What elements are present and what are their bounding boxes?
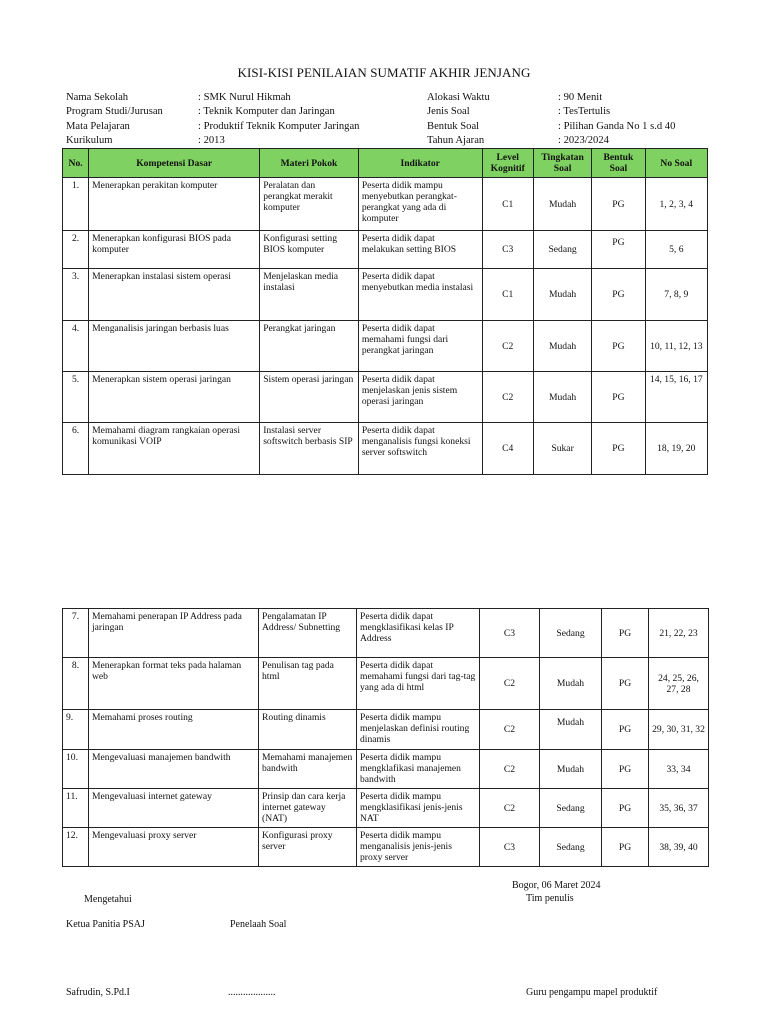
cell-bentuk: PG	[602, 609, 649, 658]
cell-no: 3.	[63, 269, 89, 321]
cell-no-soal: 10, 11, 12, 13	[645, 321, 707, 372]
cell-materi: Pengalamatan IP Address/ Subnetting	[259, 609, 357, 658]
header-kompetensi-dasar: Kompetensi Dasar	[89, 149, 260, 178]
page-title: KISI-KISI PENILAIAN SUMATIF AKHIR JENJANG	[237, 65, 531, 80]
cell-bentuk: PG	[602, 658, 649, 710]
header-level-kognitif: Level Kognitif	[482, 149, 533, 178]
cell-kompetensi: Mengevaluasi proxy server	[89, 828, 259, 867]
cell-tingkatan: Mudah	[540, 658, 602, 710]
cell-no-soal: 18, 19, 20	[645, 423, 707, 475]
cell-tingkatan: Mudah	[533, 321, 591, 372]
cell-no: 5.	[63, 372, 89, 423]
cell-indikator: Peserta didik dapat mengklasifikasi kelas IP Address	[357, 609, 480, 658]
meta-value: : SMK Nurul Hikmah	[198, 92, 291, 103]
meta-value: : Pilihan Ganda No 1 s.d 40	[558, 120, 676, 132]
penelaah-soal-name: ...................	[228, 987, 276, 998]
cell-materi: Instalasi server softswitch berbasis SIP	[260, 423, 359, 475]
meta-value: : 90 Menit	[558, 92, 603, 103]
table-row	[63, 269, 708, 321]
penelaah-soal-label: Penelaah Soal	[230, 919, 287, 930]
meta-label: Nama Sekolah	[66, 92, 129, 103]
table-row	[63, 750, 709, 789]
cell-tingkatan: Sedang	[540, 789, 602, 828]
cell-no: 6.	[63, 423, 89, 475]
cell-no: 11.	[63, 789, 89, 828]
cell-no-soal: 29, 30, 31, 32	[649, 710, 709, 750]
cell-no: 1.	[63, 178, 89, 231]
cell-level: C2	[480, 658, 540, 710]
header-tingkatan-soal: Tingkatan Soal	[533, 149, 591, 178]
meta-label: Mata Pelajaran	[66, 120, 130, 132]
meta-label: Tahun Ajaran	[427, 134, 485, 146]
kisi-table-part-2	[62, 608, 709, 867]
header-no: No.	[63, 149, 89, 178]
cell-no: 12.	[63, 828, 89, 867]
cell-bentuk: PG	[592, 321, 645, 372]
guru-pengampu-name: Guru pengampu mapel produktif	[526, 987, 658, 998]
cell-no-soal: 38, 39, 40	[649, 828, 709, 867]
meta-label: Program Studi/Jurusan	[66, 106, 163, 118]
cell-no-soal: 24, 25, 26, 27, 28	[649, 658, 709, 710]
cell-materi: Konfigurasi proxy server	[259, 828, 357, 867]
cell-materi: Routing dinamis	[259, 710, 357, 750]
header-no-soal: No Soal	[645, 149, 707, 178]
table-row	[63, 423, 708, 475]
meta-label: Bentuk Soal	[427, 120, 480, 132]
cell-bentuk: PG	[602, 828, 649, 867]
cell-materi: Memahami manajemen bandwith	[259, 750, 357, 789]
cell-no: 7.	[63, 609, 89, 658]
cell-level: C2	[480, 750, 540, 789]
table-row	[63, 658, 709, 710]
cell-no-soal: 21, 22, 23	[649, 609, 709, 658]
cell-no-soal: 33, 34	[649, 750, 709, 789]
cell-indikator: Peserta didik dapat menjelaskan jenis sistem operasi jaringan	[358, 372, 482, 423]
cell-indikator: Peserta didik mampu menyebutkan perangkat-perangkat yang ada di komputer	[358, 178, 482, 231]
cell-tingkatan: Mudah	[540, 710, 602, 750]
meta-value: : 2013	[198, 134, 225, 146]
cell-no-soal: 5, 6	[645, 231, 707, 269]
cell-no: 10.	[63, 750, 89, 789]
cell-bentuk: PG	[592, 231, 645, 269]
cell-bentuk: PG	[602, 750, 649, 789]
place-date: Bogor, 06 Maret 2024	[512, 880, 601, 891]
cell-level: C2	[480, 789, 540, 828]
table-row	[63, 828, 709, 867]
cell-materi: Penulisan tag pada html	[259, 658, 357, 710]
cell-kompetensi: Mengevaluasi internet gateway	[89, 789, 259, 828]
meta-label: Kurikulum	[66, 134, 113, 146]
table-row	[63, 609, 709, 658]
cell-bentuk: PG	[592, 269, 645, 321]
cell-level: C2	[482, 372, 533, 423]
cell-indikator: Peserta didik dapat memahami fungsi dari perangkat jaringan	[358, 321, 482, 372]
cell-no-soal: 7, 8, 9	[645, 269, 707, 321]
cell-tingkatan: Sedang	[540, 609, 602, 658]
cell-bentuk: PG	[602, 789, 649, 828]
cell-bentuk: PG	[602, 710, 649, 750]
mengetahui-label: Mengetahui	[84, 894, 132, 905]
cell-level: C4	[482, 423, 533, 475]
table-header-row	[63, 149, 708, 178]
table-row	[63, 789, 709, 828]
cell-kompetensi: Menerapkan perakitan komputer	[89, 178, 260, 231]
table-row	[63, 372, 708, 423]
cell-indikator: Peserta didik dapat melakukan setting BIOS	[358, 231, 482, 269]
cell-kompetensi: Menerapkan konfigurasi BIOS pada komputer	[89, 231, 260, 269]
meta-right	[427, 91, 718, 148]
cell-materi: Sistem operasi jaringan	[260, 372, 359, 423]
table-row	[63, 710, 709, 750]
meta-value: : TesTertulis	[558, 106, 611, 118]
cell-level: C2	[480, 710, 540, 750]
cell-level: C1	[482, 269, 533, 321]
cell-tingkatan: Mudah	[540, 750, 602, 789]
cell-level: C1	[482, 178, 533, 231]
cell-kompetensi: Memahami proses routing	[89, 710, 259, 750]
cell-materi: Peralatan dan perangkat merakit komputer	[260, 178, 359, 231]
cell-level: C3	[482, 231, 533, 269]
meta-value: : Teknik Komputer dan Jaringan	[198, 106, 335, 118]
cell-level: C3	[480, 828, 540, 867]
cell-indikator: Peserta didik mampu mengklafikasi manajemen bandwith	[357, 750, 480, 789]
cell-tingkatan: Sedang	[540, 828, 602, 867]
table-row	[63, 321, 708, 372]
header-indikator: Indikator	[358, 149, 482, 178]
cell-kompetensi: Mengevaluasi manajemen bandwith	[89, 750, 259, 789]
cell-tingkatan: Mudah	[533, 372, 591, 423]
cell-level: C3	[480, 609, 540, 658]
cell-no: 8.	[63, 658, 89, 710]
meta-label: Jenis Soal	[427, 106, 470, 118]
cell-level: C2	[482, 321, 533, 372]
meta-value: : 2023/2024	[558, 134, 609, 146]
cell-no-soal: 1, 2, 3, 4	[645, 178, 707, 231]
cell-indikator: Peserta didik mampu menjelaskan definisi routing dinamis	[357, 710, 480, 750]
cell-materi: Perangkat jaringan	[260, 321, 359, 372]
kisi-table-part-1	[62, 148, 708, 475]
cell-kompetensi: Menerapkan instalasi sistem operasi	[89, 269, 260, 321]
cell-materi: Konfigurasi setting BIOS komputer	[260, 231, 359, 269]
cell-indikator: Peserta didik mampu menganalisis jenis-jenis proxy server	[357, 828, 480, 867]
cell-indikator: Peserta didik dapat menganalisis fungsi koneksi server softswitch	[358, 423, 482, 475]
meta-label: Alokasi Waktu	[427, 92, 490, 103]
cell-bentuk: PG	[592, 372, 645, 423]
cell-indikator: Peserta didik mampu mengklasifikasi jenis-jenis NAT	[357, 789, 480, 828]
ketua-panitia-label: Ketua Panitia PSAJ	[66, 919, 145, 930]
cell-tingkatan: Sukar	[533, 423, 591, 475]
cell-no: 4.	[63, 321, 89, 372]
cell-no: 2.	[63, 231, 89, 269]
header-materi-pokok: Materi Pokok	[260, 149, 359, 178]
cell-tingkatan: Mudah	[533, 269, 591, 321]
cell-no-soal: 14, 15, 16, 17	[645, 372, 707, 423]
header-bentuk-soal: Bentuk Soal	[592, 149, 645, 178]
ketua-panitia-name: Safrudin, S.Pd.I	[66, 987, 130, 998]
cell-kompetensi: Menerapkan sistem operasi jaringan	[89, 372, 260, 423]
table-row	[63, 178, 708, 231]
tim-penulis: Tim penulis	[526, 893, 574, 904]
cell-tingkatan: Sedang	[533, 231, 591, 269]
cell-materi: Prinsip dan cara kerja internet gateway (NAT)	[259, 789, 357, 828]
cell-bentuk: PG	[592, 178, 645, 231]
cell-no-soal: 35, 36, 37	[649, 789, 709, 828]
cell-indikator: Peserta didik dapat memahami fungsi dari tag-tag yang ada di html	[357, 658, 480, 710]
table-row	[63, 231, 708, 269]
cell-kompetensi: Memahami diagram rangkaian operasi komunikasi VOIP	[89, 423, 260, 475]
cell-materi: Menjelaskan media instalasi	[260, 269, 359, 321]
cell-kompetensi: Menerapkan format teks pada halaman web	[89, 658, 259, 710]
cell-kompetensi: Menganalisis jaringan berbasis luas	[89, 321, 260, 372]
meta-value: : Produktif Teknik Komputer Jaringan	[198, 120, 360, 132]
cell-kompetensi: Memahami penerapan IP Address pada jaringan	[89, 609, 259, 658]
cell-no: 9.	[63, 710, 89, 750]
cell-tingkatan: Mudah	[533, 178, 591, 231]
cell-bentuk: PG	[592, 423, 645, 475]
meta-left	[66, 91, 418, 148]
cell-indikator: Peserta didik dapat menyebutkan media instalasi	[358, 269, 482, 321]
